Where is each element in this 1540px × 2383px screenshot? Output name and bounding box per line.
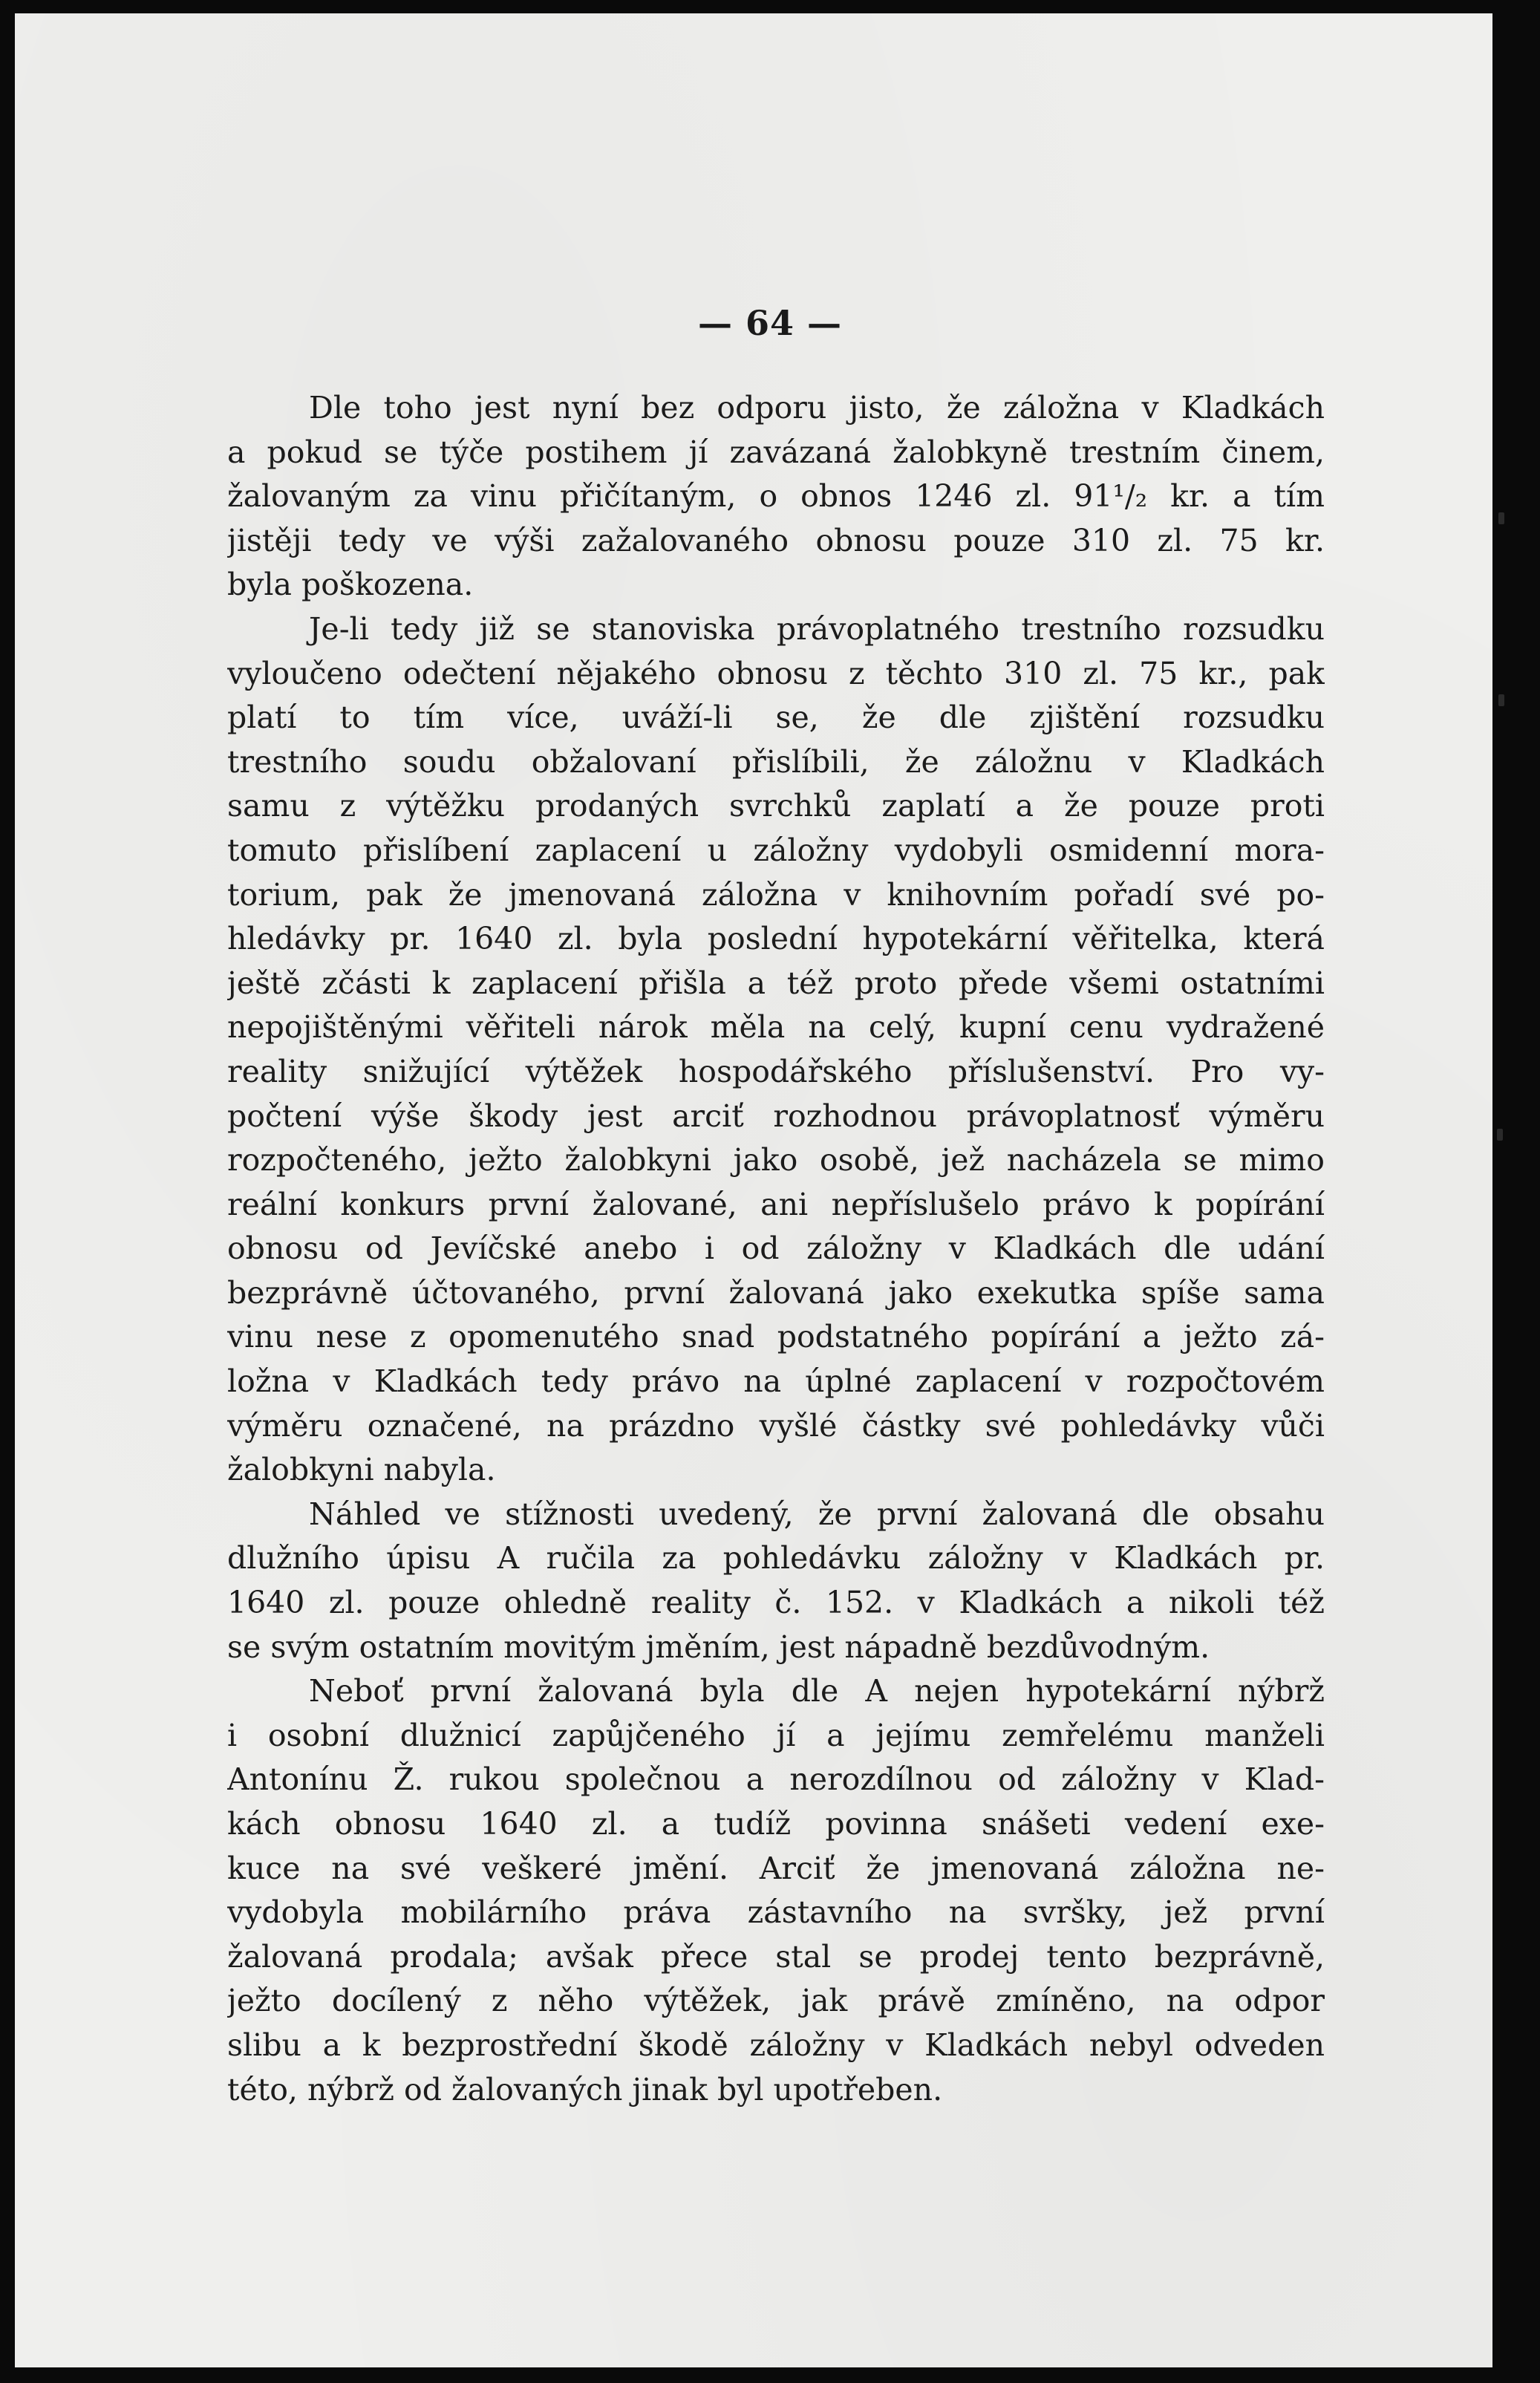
text-line: slibu a k bezprostřední škodě záložny v Kladkách nebyl odveden	[227, 2027, 1325, 2063]
text-line: tomuto přislíbení zaplacení u záložny vydobyli osmidenní mora-	[227, 832, 1325, 868]
text-line: Náhled ve stížnosti uvedený, že první žalovaná dle obsahu	[309, 1496, 1325, 1532]
text-line: samu z výtěžku prodaných svrchků zaplatí a že pouze proti	[227, 788, 1325, 824]
text-line: hledávky pr. 1640 zl. byla poslední hypotekární věřitelka, která	[227, 921, 1325, 957]
text-line: 1640 zl. pouze ohledně reality č. 152. v Kladkách a nikoli též	[227, 1585, 1325, 1621]
text-line: a pokud se týče postihem jí zavázaná žalobkyně trestním činem,	[227, 434, 1325, 470]
text-line: trestního soudu obžalovaní přislíbili, že záložnu v Kladkách	[227, 743, 1325, 780]
text-line: výměru označené, na prázdno vyšlé částky své pohledávky vůči	[227, 1407, 1325, 1444]
text-line: bezprávně účtovaného, první žalovaná jako exekutka spíše sama	[227, 1274, 1325, 1311]
text-line: torium, pak že jmenovaná záložna v knihovním pořadí své po-	[227, 876, 1325, 913]
margin-mark	[1498, 512, 1504, 524]
text-line: platí to tím více, uváží-li se, že dle zjištění rozsudku	[227, 700, 1325, 736]
text-line: žalobkyni nabyla.	[227, 1452, 496, 1488]
text-line: byla poškozena.	[227, 567, 474, 603]
margin-mark	[1498, 694, 1504, 706]
text-line: ještě zčásti k zaplacení přišla a též proto přede všemi ostatními	[227, 965, 1325, 1001]
page-number: — 64 —	[697, 303, 843, 343]
text-line: vinu nese z opomenutého snad podstatného popírání a ježto zá-	[227, 1319, 1325, 1355]
text-line: Je-li tedy již se stanoviska právoplatného trestního rozsudku	[309, 610, 1325, 647]
text-line: obnosu od Jevíčské anebo i od záložny v Kladkách dle udání	[227, 1230, 1325, 1267]
text-line: nepojištěnými věřiteli nárok měla na celý, kupní cenu vydražené	[227, 1009, 1325, 1046]
text-line: kách obnosu 1640 zl. a tudíž povinna snášeti vedení exe-	[227, 1806, 1325, 1842]
text-line: i osobní dlužnicí zapůjčeného jí a jejímu zemřelému manželi	[227, 1717, 1325, 1753]
text-line: jistěji tedy ve výši zažalovaného obnosu pouze 310 zl. 75 kr.	[227, 522, 1325, 558]
margin-mark	[1497, 1129, 1503, 1141]
text-line: žalovaným za vinu přičítaným, o obnos 1246 zl. 91¹/₂ kr. a tím	[227, 478, 1325, 515]
text-line: Antonínu Ž. rukou společnou a nerozdílnou od záložny v Klad-	[227, 1761, 1325, 1798]
text-line: rozpočteného, ježto žalobkyni jako osobě, jež nacházela se mimo	[227, 1142, 1325, 1179]
text-line: reální konkurs první žalované, ani nepříslušelo právo k popírání	[227, 1186, 1325, 1222]
text-line: kuce na své veškeré jmění. Arciť že jmenovaná záložna ne-	[227, 1850, 1325, 1886]
text-line: žalovaná prodala; avšak přece stal se prodej tento bezprávně,	[227, 1938, 1325, 1975]
text-line: ježto docílený z něho výtěžek, jak právě zmíněno, na odpor	[227, 1983, 1325, 2019]
text-line: dlužního úpisu A ručila za pohledávku záložny v Kladkách pr.	[227, 1540, 1325, 1577]
text-line: Neboť první žalovaná byla dle A nejen hypotekární nýbrž	[309, 1673, 1325, 1709]
text-line: počtení výše škody jest arciť rozhodnou právoplatnosť výměru	[227, 1098, 1325, 1134]
text-line: Dle toho jest nyní bez odporu jisto, že záložna v Kladkách	[309, 390, 1325, 426]
body-text	[227, 386, 1325, 2112]
text-line: reality snižující výtěžek hospodářského příslušenství. Pro vy-	[227, 1053, 1325, 1089]
text-line: vydobyla mobilárního práva zástavního na svršky, jež první	[227, 1894, 1325, 1931]
text-line: se svým ostatním movitým jměním, jest nápadně bezdůvodným.	[227, 1629, 1210, 1665]
text-line: vyloučeno odečtení nějakého obnosu z těchto 310 zl. 75 kr., pak	[227, 655, 1325, 691]
text-line: této, nýbrž od žalovaných jinak byl upotřeben.	[227, 2071, 943, 2107]
text-line: ložna v Kladkách tedy právo na úplné zaplacení v rozpočtovém	[227, 1363, 1325, 1400]
